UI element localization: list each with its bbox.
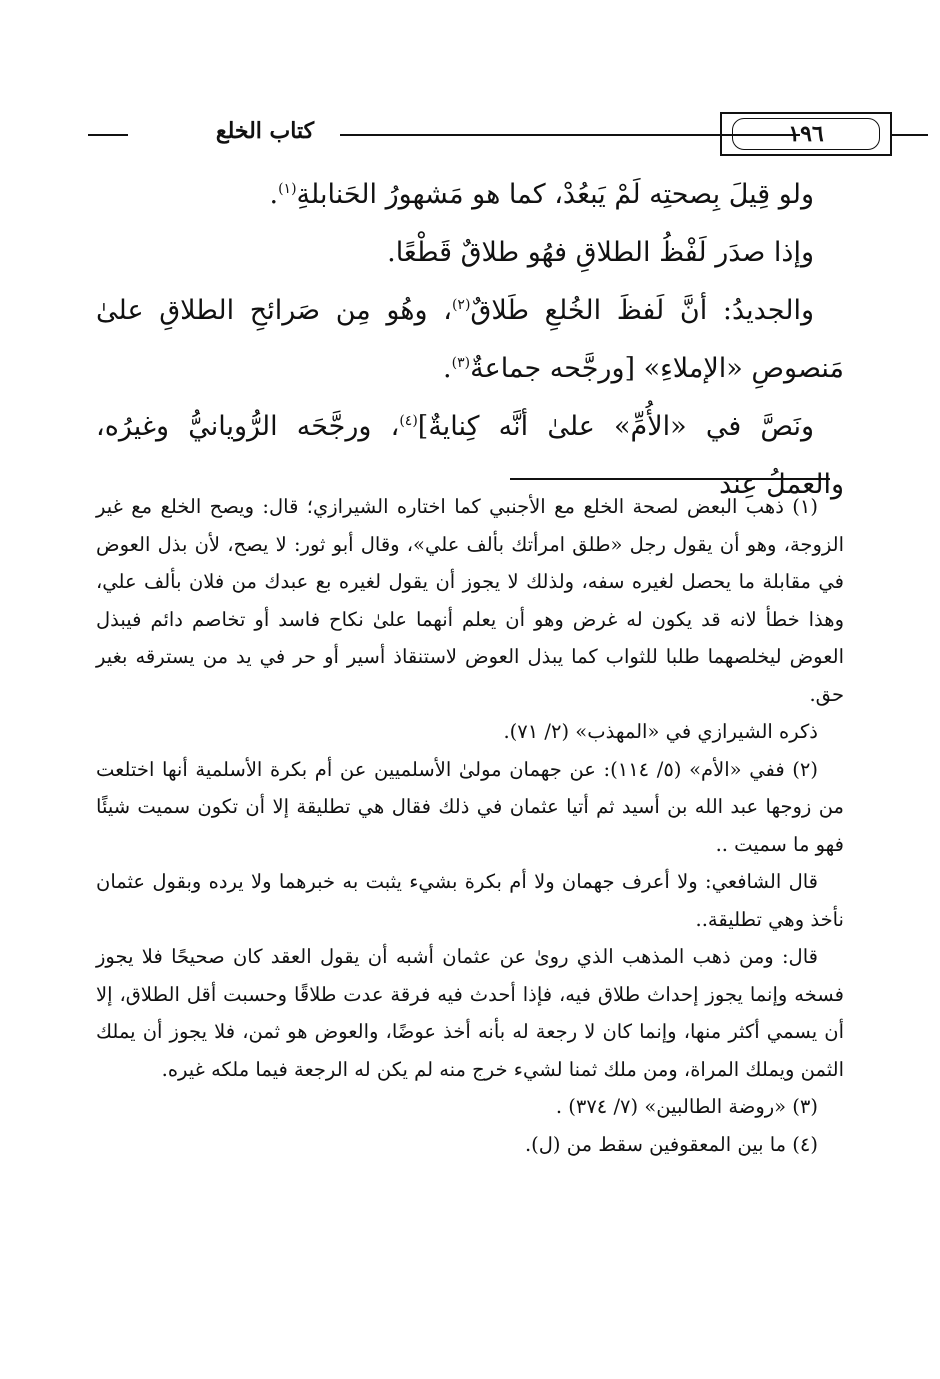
paragraph-3	[96, 282, 844, 398]
footnote-2: (٢) ففي «الأم» (٥/ ١١٤): عن جهمان مولىٰ الأسلميين عن أم بكرة الأسلمية أنها اختلعت من زوجها عبد الله بن أسيد ثم أتيا عثمان في ذلك فقال هي تطليقة إلا أن تكون سميت شيئًا فهو ما سميت ..	[96, 757, 844, 856]
footnote-1: (١) ذهب البعض لصحة الخلع مع الأجنبي كما اختاره الشيرازي؛ قال: ويصح الخلع مع غير الزوجة، وهو أن يقول رجل «طلق امرأتك بألف علي»، وقال أبو ثور: لا يصح، لأن بذل العوض في مقابلة ما يحصل لغيره سفه، ولذلك لا يجوز أن يقول لغيره بع عبدك من فلان بألف علي، وهذا خطأ لانه قد يكون له غرض وهو أن يعلم أنهما علىٰ نكاح فاسد أو تخاصم دائم فيبذل العوض ليخلصهما طلبا للثواب كما يبذل العوض لاستنقاذ أسير أو حر في يد من يسترقه بغير حق.	[96, 495, 844, 706]
paragraph-3-end: .	[443, 353, 452, 384]
paragraph-3-continuation: ، وهُو مِن صَرائحِ الطلاقِ علىٰ مَنصوصِ «الإملاءِ» [ورجَّحه جماعةٌ	[96, 295, 844, 384]
footnote-4: (٤) ما بين المعقوفين سقط من (ل).	[524, 1132, 818, 1156]
footnote-ref-3: (٣)	[451, 355, 471, 371]
paragraph-1-end: .	[269, 179, 279, 210]
paragraph-1	[96, 166, 844, 224]
footnote-ref-2: (٢)	[451, 297, 471, 313]
paragraph-3-text: والجديدُ: أنَّ لَفظَ الخُلعِ طَلاقٌ	[470, 295, 814, 326]
header-rule-right	[892, 134, 928, 136]
main-text	[96, 166, 844, 514]
header-rule-left	[88, 134, 128, 136]
running-title: كتاب الخلع	[215, 118, 315, 144]
footnote-3: (٣) «روضة الطالبين» (٧/ ٣٧٤) .	[555, 1095, 818, 1118]
footnotes	[96, 488, 844, 1163]
footnote-1-source: ذكره الشيرازي في «المهذب» (٢/ ٧١).	[503, 720, 818, 743]
footnote-divider	[510, 478, 830, 480]
paragraph-2: وإذا صدَر لَفْظُ الطلاقِ فهُو طلاقٌ قَطْعًا.	[387, 237, 814, 268]
footnote-ref-1: (١)	[278, 181, 297, 197]
page-number: ١٩٦	[732, 118, 880, 150]
footnote-2-continued: قال: ومن ذهب المذهب الذي روىٰ عن عثمان أشبه أن يقول العقد كان صحيحًا فلا يجوز فسخه وإنما يجوز إحداث طلاق فيه، فإذا أحدث فيه فرقة عدت طلاقًا وحسبت أقل الطلاق، إلا أن يسمي أكثر منها، وإنما كان لا رجعة له بأنه أخذ عوضًا، والعوض هو ثمن، فلا يجوز أن يملك الثمن ويملك المراة، ومن ملك ثمنا لشيء خرج منه لم يكن له الرجعة فيما ملكه غيره.	[96, 945, 844, 1081]
paragraph-4-text: ونَصَّ في «الأُمِّ» علىٰ أنَّه كِنايةٌ]	[417, 411, 814, 442]
footnote-2-shafii: قال الشافعي: ولا أعرف جهمان ولا أم بكرة بشيء يثبت به خبرهما ولا يرده وبقول عثمان نأخذ وهي تطليقة..	[96, 870, 844, 931]
header-rule-middle	[340, 134, 800, 136]
footnote-ref-4: (٤)	[399, 413, 418, 429]
page-header	[80, 112, 840, 160]
paragraph-4-continuation: ، ورجَّحَه الرُّويانيُّ وغيرُه، والعملُ عِند	[96, 411, 844, 500]
paragraph-1-text: ولو قِيلَ بِصحتِه لَمْ يَبعُدْ، كما هو مَشهورُ الحَنابلةِ	[296, 179, 814, 210]
